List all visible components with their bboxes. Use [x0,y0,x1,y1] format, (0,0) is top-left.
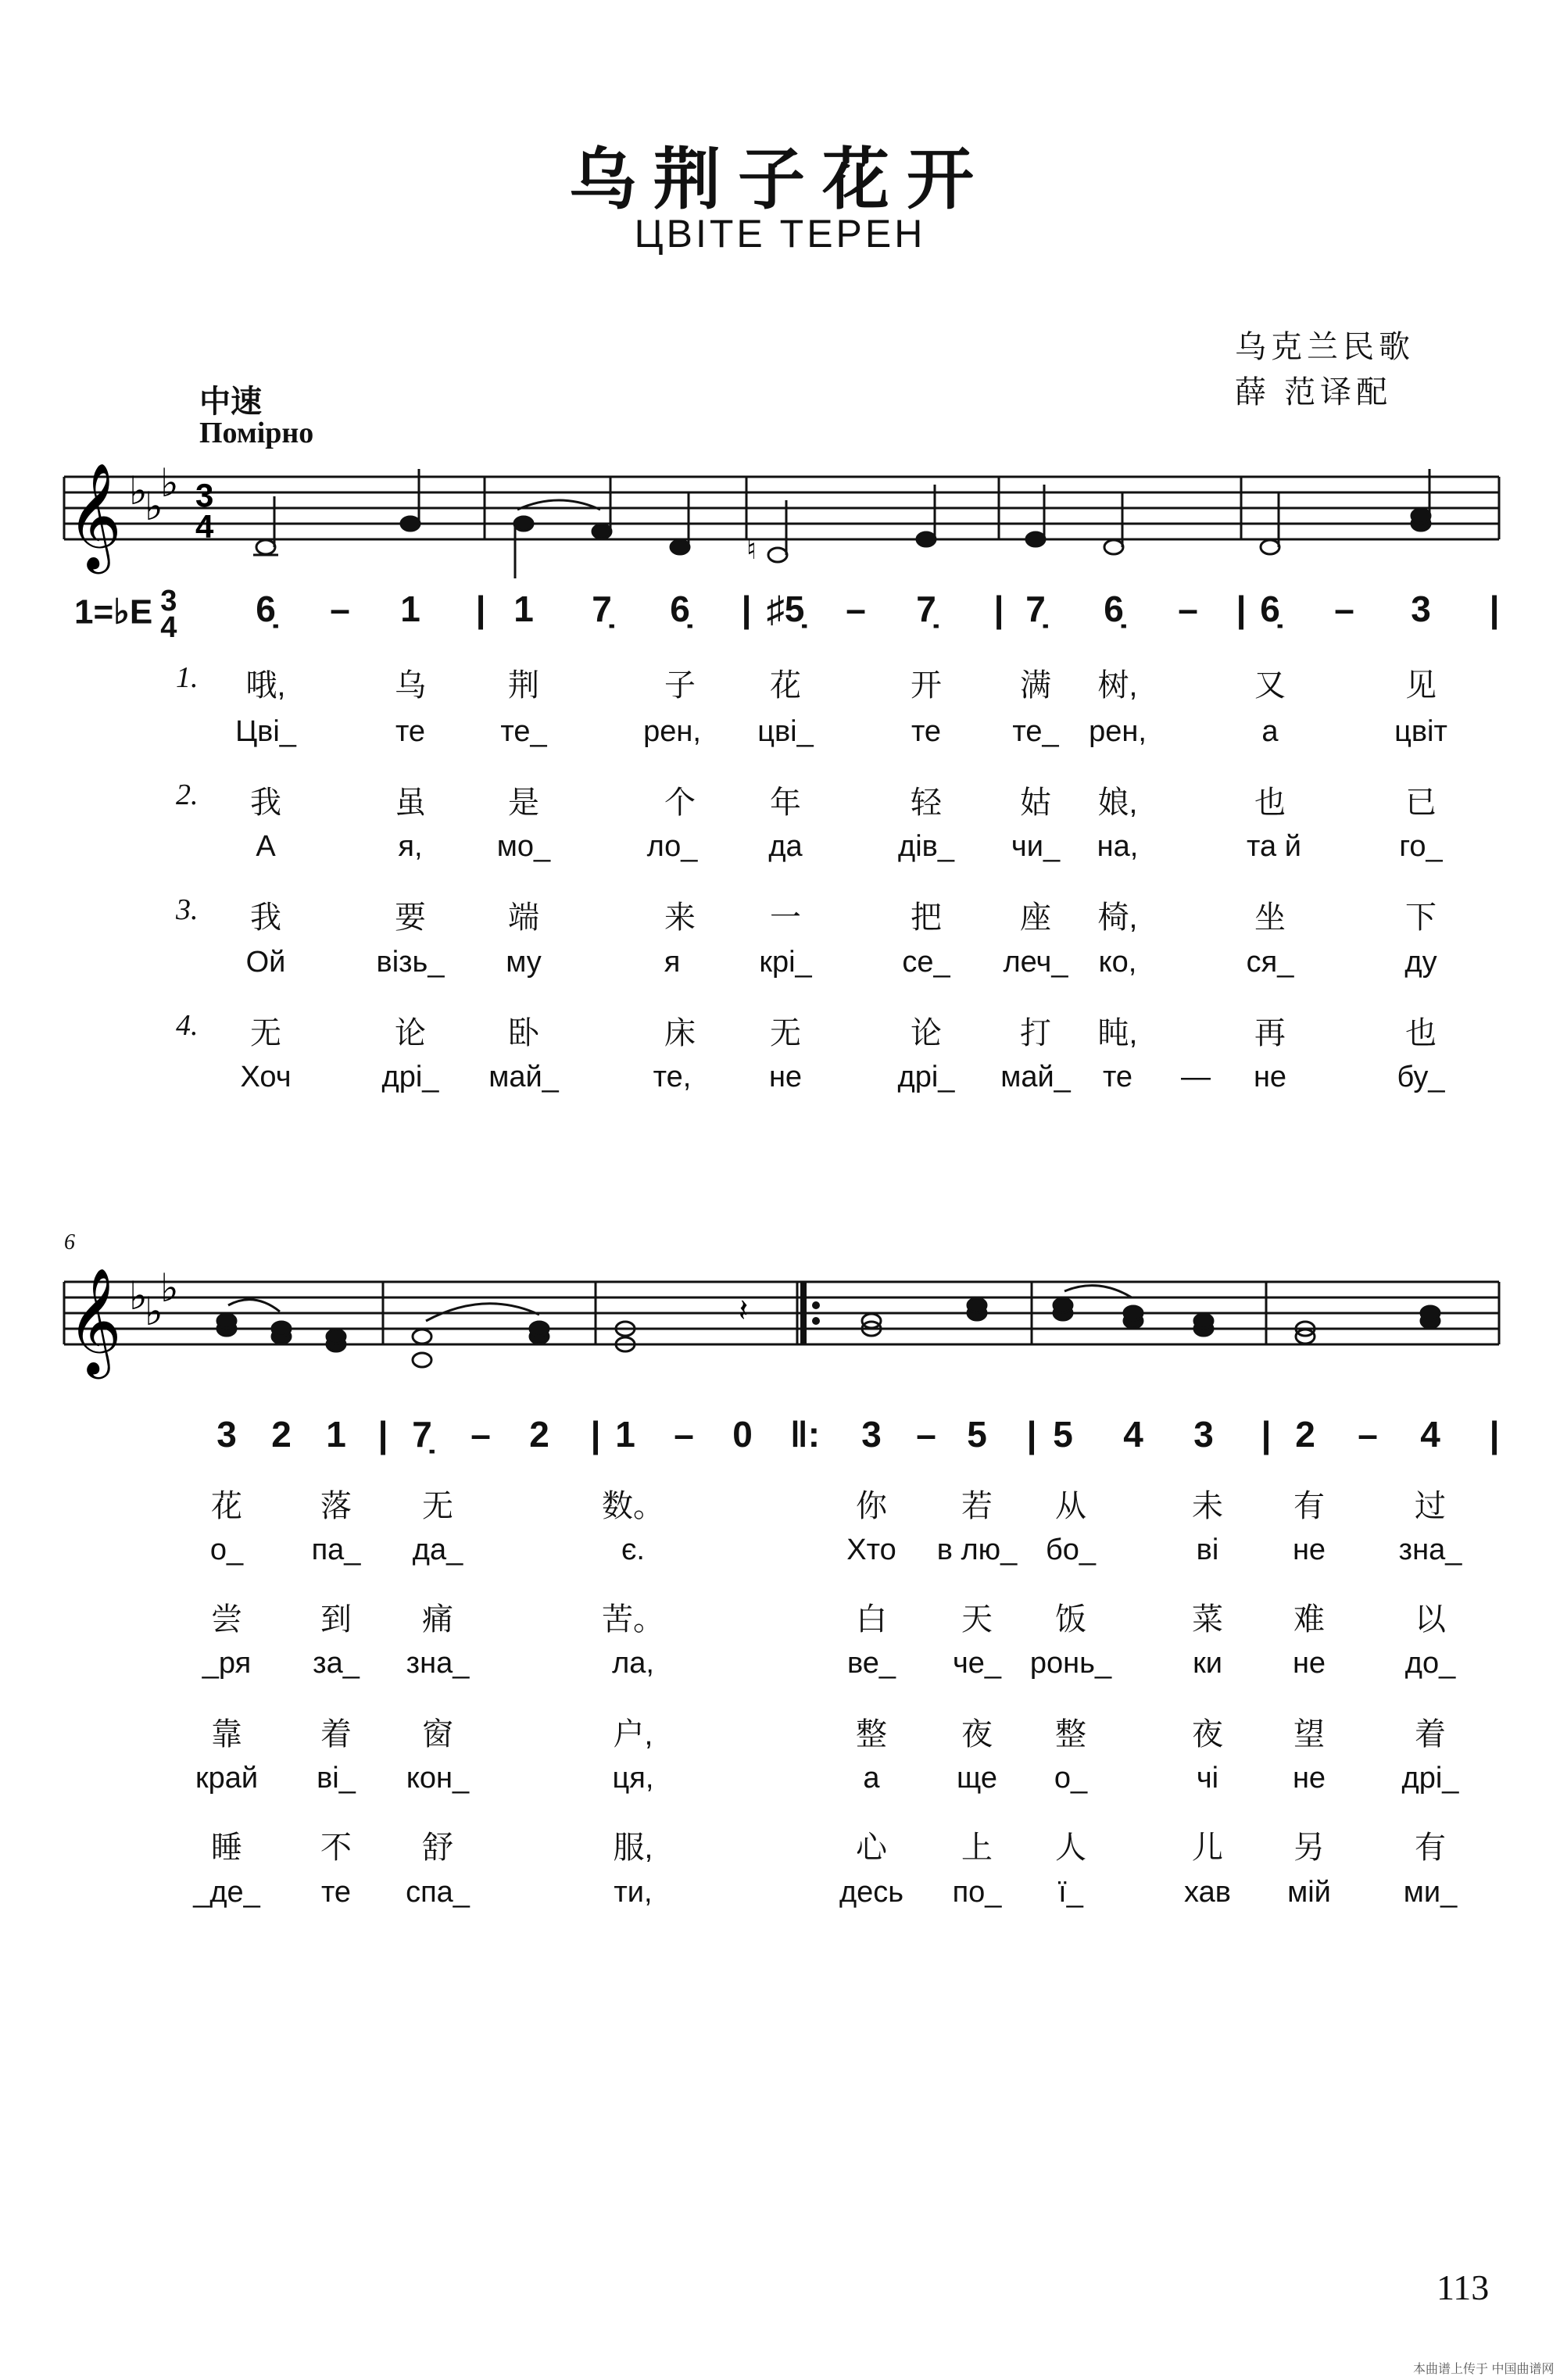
measure-number: 6 [64,1230,75,1254]
jianpu-note: 3 [861,1414,882,1455]
lyric-ua: десь [839,1876,904,1909]
credit-origin: 乌克兰民歌 [1235,330,1415,364]
lyric-ua: я [664,946,681,979]
lyric-cn: 白 [856,1602,887,1637]
lyric-cn: 一 [770,900,801,935]
lyric-cn: 心 [856,1831,887,1865]
lyric-ua: не [1292,1647,1326,1680]
jianpu-note: 7̣ [592,589,612,629]
lyric-ua: Хоч [240,1061,292,1093]
lyric-ua: Ой [245,946,286,979]
tempo-chinese: 中速 [199,385,262,419]
jianpu-note: ♯5̣ [766,589,805,629]
svg-text:𝄽: 𝄽 [739,1294,749,1328]
lyric-ua: не [1292,1762,1326,1795]
jianpu-note: 3 [216,1414,237,1455]
lyric-cn: 另 [1293,1831,1325,1865]
lyric-cn: 着 [1415,1717,1446,1752]
lyric-ua: те [1102,1061,1133,1093]
lyric-cn: 哦, [245,668,286,703]
lyric-cn: 要 [395,900,426,935]
lyric-ua: є. [621,1534,645,1566]
verse-number: 1. [176,661,199,694]
jianpu-dash: – [1334,589,1354,629]
lyric-cn: 盹, [1097,1016,1138,1050]
lyric-ua: леч_ [1003,946,1068,979]
lyric-cn: 端 [508,900,539,935]
jianpu-barline: | [1026,1414,1037,1455]
lyric-cn: 靠 [211,1717,242,1752]
lyric-cn: 窗 [422,1717,453,1752]
lyric-ua: в лю_ [936,1534,1018,1566]
lyric-ua: рен, [643,715,701,748]
lyric-cn: 下 [1405,900,1437,935]
lyric-ua: те [395,715,426,748]
lyric-ua: те, [653,1061,692,1093]
verse-number: 4. [176,1009,199,1042]
source-footer: 本曲谱上传于 中国曲谱网 [1413,2363,1555,2376]
key-signature: 1=♭E 3 4 [74,585,177,644]
lyric-cn: 睡 [211,1831,242,1865]
lyric-cn: 年 [770,786,801,820]
lyric-cn: 着 [320,1717,352,1752]
lyric-cn: 苦。 [602,1602,664,1637]
lyric-cn: 荆 [508,668,539,703]
lyric-ua: не [768,1061,803,1093]
lyric-ua: Хто [846,1534,896,1566]
flat-icon: ♭ [160,1265,179,1311]
treble-clef-icon: 𝄞 [67,461,122,569]
lyric-cn: 树, [1097,668,1138,703]
svg-text:♮: ♮ [746,533,757,565]
lyric-cn: 菜 [1192,1602,1223,1637]
lyric-cn: 也 [1254,786,1286,820]
lyric-ua: кон_ [406,1762,470,1795]
lyric-cn: 整 [1055,1717,1086,1752]
lyric-cn: 床 [664,1016,696,1050]
lyric-ua: ї_ [1058,1876,1083,1909]
lyric-ua: те [911,715,942,748]
flat-icon: ♭ [145,1289,163,1334]
jianpu-rest: 0 [732,1414,753,1455]
jianpu-note: 6̣ [1260,589,1280,629]
svg-text:3: 3 [195,477,214,514]
lyric-cn: 打 [1020,1016,1051,1050]
lyric-ua: дрі_ [897,1061,955,1093]
lyric-cn: 无 [770,1016,801,1050]
lyric-ua: ла, [612,1647,654,1680]
jianpu-barline: | [1236,589,1247,629]
jianpu-note: 2 [271,1414,292,1455]
lyric-ua: го_ [1399,830,1443,863]
lyric-ua: візь_ [376,946,445,979]
lyric-ua: на, [1097,830,1139,863]
jianpu-note: 2 [529,1414,549,1455]
lyric-ua: дрі_ [1401,1762,1459,1795]
lyric-cn: 也 [1405,1016,1437,1050]
flat-icon: ♭ [129,1273,148,1319]
jianpu-dash: – [846,589,866,629]
jianpu-note: 3 [1193,1414,1214,1455]
jianpu-note: 6̣ [256,589,276,629]
lyric-ua: мо_ [496,830,551,863]
jianpu-note: 3 [1411,589,1431,629]
lyric-cn: 轻 [911,786,942,820]
lyric-cn: 卧 [508,1016,539,1050]
lyric-ua: ся_ [1246,946,1294,979]
jianpu-barline: | [1489,1414,1500,1455]
jianpu-barline: | [377,1414,388,1455]
lyric-ua: зна_ [1398,1534,1462,1566]
lyric-ua: _ря [202,1647,252,1680]
jianpu-note: 6̣ [1104,589,1124,629]
lyric-cn: 开 [911,668,942,703]
lyric-ua: ду [1404,946,1437,979]
lyric-cn: 若 [961,1489,993,1523]
lyric-ua: ще [957,1762,997,1795]
lyric-cn: 以 [1415,1602,1446,1637]
jianpu-dash: – [471,1414,491,1455]
staff-system-2 [0,1243,1560,1399]
lyric-cn: 无 [422,1489,453,1523]
lyric-cn: 无 [250,1016,281,1050]
song-title: 乌荆子花开 [569,140,991,219]
lyric-ua: цві_ [757,715,814,748]
jianpu-note: 6̣ [670,589,690,629]
jianpu-barline: | [1261,1414,1272,1455]
jianpu-note: 7̣ [916,589,936,629]
lyric-cn: 有 [1293,1489,1325,1523]
lyric-cn: 夜 [1192,1717,1223,1752]
jianpu-note: 1 [326,1414,346,1455]
lyric-cn: 是 [508,786,539,820]
lyric-ua: ло_ [646,830,698,863]
lyric-ua: дів_ [898,830,954,863]
lyric-ua: ронь_ [1029,1647,1112,1680]
lyric-ua: чи_ [1011,830,1061,863]
lyric-ua: рен, [1089,715,1147,748]
lyric-cn: 论 [911,1016,942,1050]
jianpu-dash: – [916,1414,936,1455]
lyric-cn: 花 [770,668,801,703]
lyric-ua: по_ [952,1876,1002,1909]
lyric-cn: 舒 [422,1831,453,1865]
lyric-cn: 乌 [395,668,426,703]
lyric-cn: 上 [961,1831,993,1865]
lyric-ua: ки [1193,1647,1222,1680]
jianpu-barline: | [993,589,1004,629]
jianpu-note: 7̣ [412,1414,432,1455]
lyric-ua: цвіт [1394,715,1447,748]
lyric-cn: 落 [320,1489,352,1523]
lyric-cn: 整 [856,1717,887,1752]
lyric-cn: 我 [250,786,281,820]
lyric-cn: 你 [856,1489,887,1523]
lyric-cn: 娘, [1097,786,1138,820]
flat-icon: ♭ [160,460,179,506]
lyric-cn: 已 [1405,786,1437,820]
lyric-cn: 数。 [602,1489,664,1523]
lyric-ua: май_ [488,1061,559,1093]
jianpu-barline: | [1489,589,1500,629]
lyric-cn: 户, [613,1717,653,1752]
jianpu-note: 5 [1053,1414,1073,1455]
jianpu-barline: | [590,1414,601,1455]
jianpu-note: 1 [615,1414,635,1455]
lyric-cn: 见 [1405,668,1437,703]
lyric-ua: — [1181,1061,1211,1093]
lyric-cn: 未 [1192,1489,1223,1523]
lyric-ua: ко, [1098,946,1137,979]
lyric-cn: 把 [911,900,942,935]
lyric-cn: 虽 [395,786,426,820]
lyric-ua: спа_ [406,1876,470,1909]
lyric-ua: о_ [1054,1762,1088,1795]
lyric-cn: 座 [1020,900,1051,935]
lyric-ua: ві_ [317,1762,356,1795]
page-number: 113 [1437,2267,1490,2307]
jianpu-barline: | [475,589,486,629]
lyric-ua: че_ [952,1647,1002,1680]
jianpu-note: 1 [400,589,420,629]
lyric-ua: я, [398,830,423,863]
lyric-ua: бу_ [1397,1061,1445,1093]
lyric-cn: 花 [211,1489,242,1523]
lyric-ua: до_ [1404,1647,1456,1680]
lyric-cn: 过 [1415,1489,1446,1523]
jianpu-note: 4 [1123,1414,1143,1455]
lyric-cn: 又 [1254,668,1286,703]
lyric-ua: ве_ [846,1647,896,1680]
lyric-cn: 个 [664,786,696,820]
lyric-ua: А [256,830,276,863]
flat-icon: ♭ [129,468,148,514]
jianpu-note: 2 [1295,1414,1315,1455]
lyric-ua: за_ [313,1647,360,1680]
lyric-ua: па_ [311,1534,361,1566]
lyric-ua: чі [1196,1762,1219,1795]
lyric-ua: хав [1184,1876,1231,1909]
lyric-cn: 望 [1293,1717,1325,1752]
lyric-ua: та й [1247,830,1301,863]
credit-translator: 薛 范译配 [1235,375,1393,410]
lyric-cn: 人 [1055,1831,1086,1865]
staff-system-1 [0,438,1560,594]
lyric-ua: дрі_ [381,1061,439,1093]
lyric-ua: ми_ [1403,1876,1458,1909]
lyric-cn: 子 [664,668,696,703]
lyric-ua: край [195,1762,259,1795]
lyric-ua: те_ [500,715,547,748]
jianpu-note: 1 [513,589,534,629]
lyric-cn: 满 [1020,668,1051,703]
lyric-cn: 儿 [1192,1831,1223,1865]
lyric-ua: да [768,830,803,863]
lyric-cn: 论 [395,1016,426,1050]
lyric-cn: 有 [1415,1831,1446,1865]
lyric-cn: 夜 [961,1717,993,1752]
lyric-ua: бо_ [1045,1534,1097,1566]
lyric-cn: 坐 [1254,900,1286,935]
lyric-cn: 饭 [1055,1602,1086,1637]
lyric-cn: 服, [613,1831,653,1865]
lyric-cn: 椅, [1097,900,1138,935]
lyric-ua: ві [1196,1534,1219,1566]
lyric-ua: Цві_ [235,715,296,748]
lyric-ua: о_ [209,1534,244,1566]
lyric-ua: му [506,946,542,979]
jianpu-barline: | [741,589,752,629]
jianpu-repeat-start: ‖: [789,1414,821,1455]
lyric-ua: те [320,1876,352,1909]
lyric-cn: 姑 [1020,786,1051,820]
lyric-ua: ця, [612,1762,654,1795]
svg-text:4: 4 [195,508,214,545]
lyric-ua: те_ [1012,715,1059,748]
lyric-cn: 尝 [211,1602,242,1637]
lyric-cn: 再 [1254,1016,1286,1050]
lyric-cn: 不 [320,1831,352,1865]
lyric-ua: не [1292,1534,1326,1566]
lyric-cn: 痛 [422,1602,453,1637]
flat-icon: ♭ [145,484,163,529]
jianpu-dash: – [1358,1414,1378,1455]
jianpu-dash: – [330,589,350,629]
jianpu-dash: – [674,1414,694,1455]
song-subtitle: ЦВІТЕ ТЕРЕН [634,212,926,256]
lyric-cn: 我 [250,900,281,935]
lyric-ua: а [863,1762,880,1795]
tempo-ukrainian: Помірно [199,417,314,449]
lyric-cn: 从 [1055,1489,1086,1523]
lyric-ua: ти, [614,1876,653,1909]
verse-number: 3. [176,893,199,926]
jianpu-note: 4 [1420,1414,1440,1455]
lyric-ua: се_ [902,946,950,979]
treble-clef-icon: 𝄞 [67,1266,122,1374]
lyric-ua: не [1253,1061,1287,1093]
lyric-ua: мій [1287,1876,1331,1909]
lyric-ua: _де_ [193,1876,260,1909]
jianpu-note: 5 [967,1414,987,1455]
lyric-cn: 来 [664,900,696,935]
lyric-ua: май_ [1000,1061,1071,1093]
lyric-ua: а [1261,715,1279,748]
lyric-ua: да_ [412,1534,463,1566]
lyric-cn: 到 [320,1602,352,1637]
lyric-ua: крі_ [759,946,812,979]
verse-number: 2. [176,778,199,811]
jianpu-note: 7̣ [1025,589,1046,629]
jianpu-dash: – [1178,589,1198,629]
lyric-cn: 天 [961,1602,993,1637]
lyric-cn: 难 [1293,1602,1325,1637]
lyric-ua: зна_ [406,1647,470,1680]
